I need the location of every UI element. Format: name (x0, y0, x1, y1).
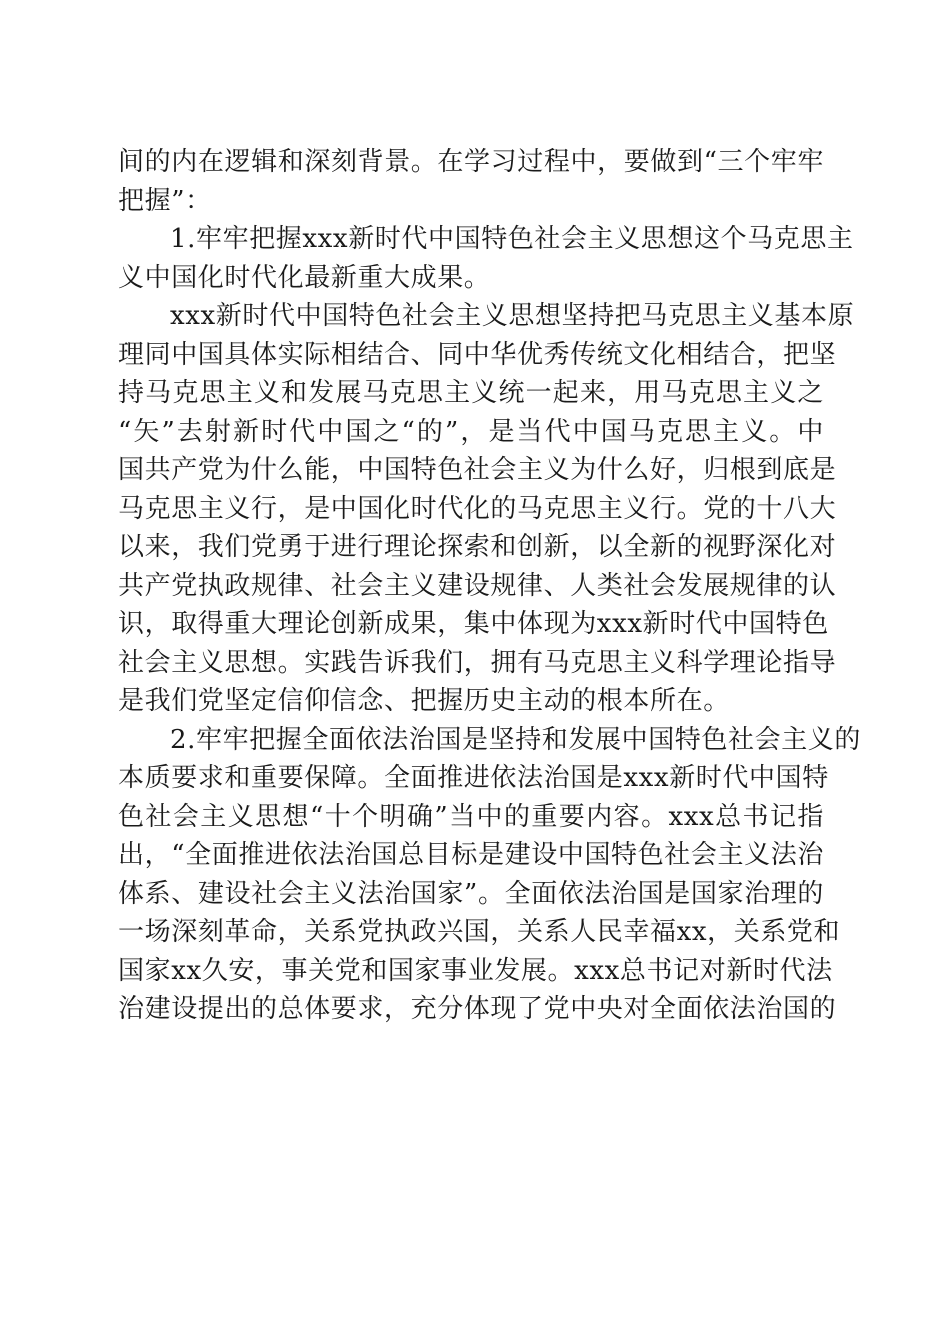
text-line: 持马克思主义和发展马克思主义统一起来，用马克思主义之 (118, 378, 824, 408)
text-line: 理同中国具体实际相结合、同中华优秀传统文化相结合，把坚 (118, 339, 837, 370)
text-line: 一场深刻革命，关系党执政兴国，关系人民幸福xx，关系党和 (118, 917, 841, 947)
text-line: 2.牢牢把握全面依法治国是坚持和发展中国特色社会主义的 (170, 724, 862, 755)
text-line: 色社会主义思想“十个明确”当中的重要内容。xxx总书记指 (118, 801, 824, 832)
text-line: 出，“全面推进依法治国总目标是建设中国特色社会主义法治 (118, 840, 824, 870)
text-line: 共产党执政规律、社会主义建设规律、人类社会发展规律的认 (118, 570, 837, 601)
text-line: 识，取得重大理论创新成果，集中体现为xxx新时代中国特色 (118, 609, 829, 639)
text-line: 1.牢牢把握xxx新时代中国特色社会主义思想这个马克思主 (170, 224, 854, 254)
paragraph-2 (118, 220, 854, 297)
text-line: 国家xx久安，事关党和国家事业发展。xxx总书记对新时代法 (118, 955, 833, 986)
document-page (118, 143, 862, 1029)
text-line: 治建设提出的总体要求，充分体现了党中央对全面依法治国的 (118, 994, 837, 1024)
text-line: “矢”去射新时代中国之“的”，是当代中国马克思主义。中 (118, 416, 824, 447)
text-line: 义中国化时代化最新重大成果。 (118, 262, 491, 293)
text-line: 社会主义思想。实践告诉我们，拥有马克思主义科学理论指导 (118, 647, 837, 678)
text-line: 国共产党为什么能，中国特色社会主义为什么好，归根到底是 (118, 455, 837, 485)
text-line: 马克思主义行，是中国化时代化的马克思主义行。党的十八大 (118, 493, 837, 524)
text-line: 间的内在逻辑和深刻背景。在学习过程中，要做到“三个牢牢 (118, 147, 824, 177)
text-line: 体系、建设社会主义法治国家”。全面依法治国是国家治理的 (118, 878, 824, 909)
paragraph-4 (118, 721, 862, 1029)
text-line: 把握”： (118, 185, 212, 216)
paragraph-3 (118, 297, 855, 721)
paragraph-1 (118, 143, 824, 220)
text-line: xxx新时代中国特色社会主义思想坚持把马克思主义基本原 (170, 301, 855, 331)
text-line: 是我们党坚定信仰信念、把握历史主动的根本所在。 (118, 686, 730, 716)
text-line: 以来，我们党勇于进行理论探索和创新，以全新的视野深化对 (118, 532, 837, 562)
text-line: 本质要求和重要保障。全面推进依法治国是xxx新时代中国特 (118, 763, 829, 793)
